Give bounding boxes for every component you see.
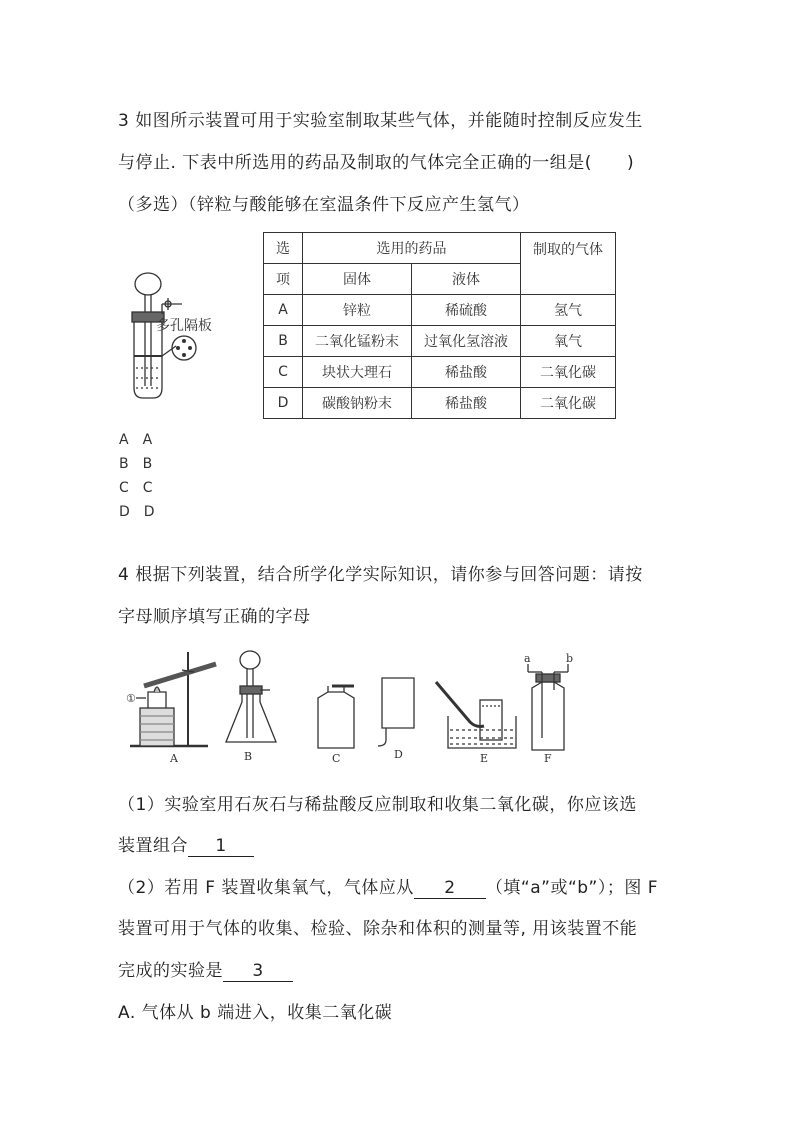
header-gas: 制取的气体: [521, 233, 616, 295]
row-solid: 碳酸钠粉末: [303, 388, 412, 419]
row-gas: 氧气: [521, 326, 616, 357]
q4-part2-line-1: （2）若用 F 装置收集氧气，气体应从 2 （填“a”或“b”）；图 F: [118, 878, 659, 898]
option-d[interactable]: D D: [119, 504, 155, 520]
header-drugs: 选用的药品: [303, 233, 521, 264]
q3-line-2: 与停止. 下表中所选用的药品及制取的气体完全正确的一组是( ): [118, 153, 635, 173]
q3-line-1: 3 如图所示装置可用于实验室制取某些气体，并能随时控制反应发生: [118, 111, 643, 131]
table-row: [264, 326, 616, 357]
row-solid: 块状大理石: [303, 357, 412, 388]
table-row: [264, 295, 616, 326]
row-gas: 氢气: [521, 295, 616, 326]
port-b-label: b: [566, 652, 574, 665]
row-liquid: 稀盐酸: [412, 388, 521, 419]
row-option: C: [264, 357, 303, 388]
port-a-label: a: [524, 652, 531, 665]
row-liquid: 稀硫酸: [412, 295, 521, 326]
row-option: D: [264, 388, 303, 419]
q3-line-3: （多选）（锌粒与酸能够在室温条件下反应产生氢气）: [118, 195, 530, 215]
row-gas: 二氧化碳: [521, 388, 616, 419]
option-c[interactable]: C C: [119, 480, 153, 496]
option-a[interactable]: A A: [119, 432, 153, 448]
row-liquid: 过氧化氢溶液: [412, 326, 521, 357]
row-liquid: 稀盐酸: [412, 357, 521, 388]
q4-option-a[interactable]: A. 气体从 b 端进入，收集二氧化碳: [118, 1003, 393, 1023]
header-solid: 固体: [303, 264, 412, 295]
marker-1: ①: [126, 692, 136, 705]
q4-line-2: 字母顺序填写正确的字母: [118, 607, 311, 627]
porous-plate-label: 多孔隔板: [156, 318, 212, 334]
row-option: B: [264, 326, 303, 357]
label-f: F: [544, 752, 552, 765]
header-option-bottom: 项: [264, 264, 303, 295]
label-e: E: [480, 752, 489, 765]
q4-part2-line-2: 装置可用于气体的收集、检验、除杂和体积的测量等, 用该装置不能: [118, 919, 638, 939]
q4-line-1: 4 根据下列装置，结合所学化学实际知识，请你参与回答问题：请按: [118, 565, 643, 585]
q3-table: [263, 232, 616, 419]
row-solid: 二氧化锰粉末: [303, 326, 412, 357]
label-c: C: [332, 752, 341, 765]
label-a: A: [170, 752, 178, 765]
q4-apparatus-figure: [118, 642, 588, 768]
label-b: B: [244, 750, 253, 763]
row-solid: 锌粒: [303, 295, 412, 326]
label-d: D: [394, 748, 403, 761]
q4-part2-line-3: 完成的实验是 3: [118, 956, 293, 982]
table-row: [264, 357, 616, 388]
q3-apparatus-figure: [118, 268, 258, 400]
row-option: A: [264, 295, 303, 326]
row-gas: 二氧化碳: [521, 357, 616, 388]
answer-blank-3[interactable]: 3: [223, 961, 293, 982]
header-option-top: 选: [264, 233, 303, 264]
answer-blank-2[interactable]: 2: [414, 878, 486, 899]
q4-part1-line-1: （1）实验室用石灰石与稀盐酸反应制取和收集二氧化碳，你应该选: [118, 795, 637, 815]
q4-part1-line-2: 装置组合 1: [118, 831, 254, 857]
answer-blank-1[interactable]: 1: [188, 836, 254, 857]
header-liquid: 液体: [412, 264, 521, 295]
option-b[interactable]: B B: [119, 456, 153, 472]
table-row: [264, 388, 616, 419]
